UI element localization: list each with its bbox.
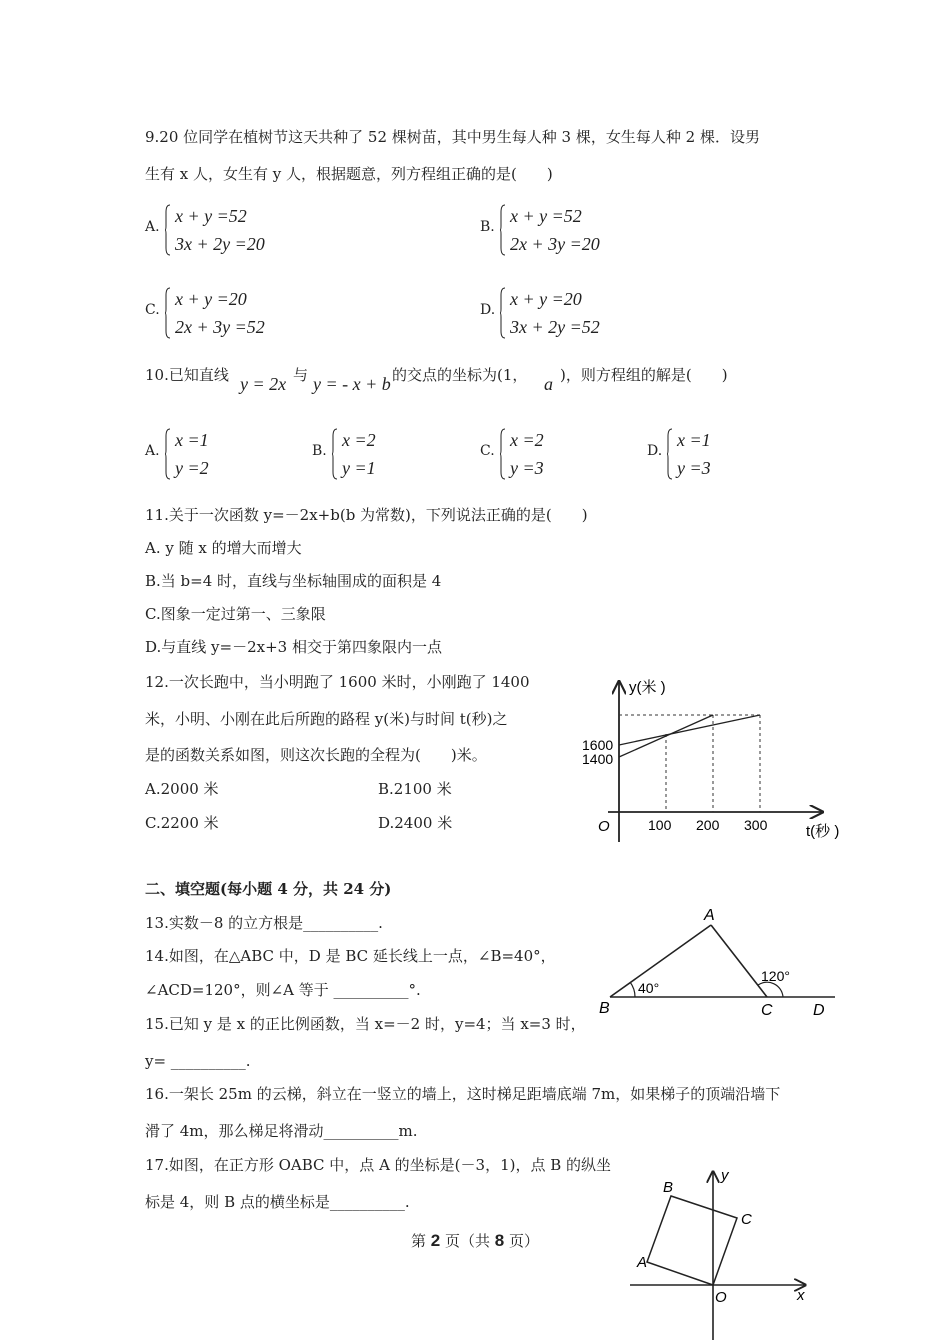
section-title: 二、填空题(每小题 4 分，共 24 分) — [145, 880, 392, 898]
option-label: B. — [312, 443, 327, 459]
q11-stem: 11.关于一次函数 y=－2x+b(b 为常数)，下列说法正确的是( ) — [145, 506, 588, 524]
angle-b-label: 40° — [638, 980, 660, 996]
q12-stem-line2: 米，小明、小刚在此后所跑的路程 y(米)与时间 t(秒)之 — [145, 710, 508, 728]
vertex-b: B — [599, 1000, 610, 1017]
brace-icon — [667, 428, 673, 480]
page-number: 2 — [430, 1231, 441, 1250]
q10-suffix2: )，则方程组的解是( ) — [560, 366, 728, 384]
equation-2: y =1 — [342, 458, 376, 478]
q12-stem-line3: 是的函数关系如图，则这次长跑的全程为( )米。 — [145, 746, 487, 764]
q17-stem-line2: 标是 4，则 B 点的横坐标是__________. — [145, 1193, 410, 1211]
brace-icon — [500, 287, 506, 339]
footer-pre: 第 — [410, 1232, 426, 1250]
q10-prefix: 10.已知直线 — [145, 366, 229, 384]
q9-stem-line1: 9.20 位同学在植树节这天共种了 52 棵树苗，其中男生每人种 3 棵，女生每人种 2 棵．设男 — [145, 128, 760, 146]
brace-icon — [165, 204, 171, 256]
q11-option-b: B.当 b=4 时，直线与坐标轴围成的面积是 4 — [145, 572, 442, 590]
angle-c-label: 120° — [761, 968, 790, 984]
y-tick-1400: 1400 — [582, 751, 614, 767]
equation-2: 2x + 3y =20 — [510, 234, 600, 254]
q11-option-d: D.与直线 y=－2x+3 相交于第四象限内一点 — [145, 638, 442, 656]
q12-option-b: B.2100 米 — [378, 780, 452, 798]
brace-icon — [165, 287, 171, 339]
vertex-d: D — [813, 1002, 825, 1019]
q9-stem-line2: 生有 x 人，女生有 y 人，根据题意，列方程组正确的是( ) — [145, 165, 553, 183]
equation-1: x + y =20 — [510, 289, 582, 309]
q16-stem-line1: 16.一架长 25m 的云梯，斜立在一竖立的墙上，这时梯足距墙底端 7m，如果梯子的顶端沿墙下 — [145, 1085, 781, 1103]
q10-mid: 与 — [293, 366, 309, 384]
equation-1: x =1 — [175, 430, 209, 450]
side-ab — [610, 925, 711, 997]
vertex-b: B — [663, 1179, 674, 1196]
brace-icon — [332, 428, 338, 480]
page-total: 8 — [494, 1231, 505, 1250]
q10-line-a: y = 2x — [240, 374, 287, 394]
side-ac — [711, 925, 767, 997]
equation-1: x + y =20 — [175, 289, 247, 309]
origin-label: O — [598, 818, 610, 835]
equation-1: x =2 — [342, 430, 376, 450]
equation-2: y =3 — [510, 458, 544, 478]
equation-1: x =1 — [677, 430, 711, 450]
option-label: A. — [145, 219, 160, 235]
origin-o: O — [715, 1289, 727, 1306]
x-tick-300: 300 — [744, 817, 768, 833]
vertex-c: C — [761, 1002, 773, 1019]
equation-2: y =3 — [677, 458, 711, 478]
q10-a-var: a — [544, 374, 553, 394]
equation-2: y =2 — [175, 458, 209, 478]
q14-stem-line1: 14.如图，在△ABC 中，D 是 BC 延长线上一点，∠B=40°， — [145, 947, 556, 965]
xiaoming-line — [619, 715, 760, 745]
equation-2: 3x + 2y =52 — [510, 317, 600, 337]
q15-stem-line1: 15.已知 y 是 x 的正比例函数，当 x=－2 时，y=4；当 x=3 时， — [145, 1015, 586, 1033]
vertex-a: A — [704, 907, 715, 924]
x-tick-100: 100 — [648, 817, 672, 833]
q12-option-a: A.2000 米 — [145, 780, 219, 798]
page-footer — [0, 1230, 950, 1251]
brace-icon — [500, 204, 506, 256]
x-axis-label: x — [797, 1287, 805, 1304]
q13-stem: 13.实数－8 的立方根是__________. — [145, 914, 383, 932]
option-label: A. — [145, 443, 160, 459]
vertex-a: A — [637, 1254, 648, 1271]
equation-1: x + y =52 — [175, 206, 247, 226]
equation-1: x =2 — [510, 430, 544, 450]
brace-icon — [500, 428, 506, 480]
q12-distance-time-graph — [570, 668, 860, 850]
q12-stem-line1: 12.一次长跑中，当小明跑了 1600 米时，小刚跑了 1400 — [145, 673, 530, 691]
x-axis-label: t(秒 ) — [806, 823, 840, 840]
equation-2: 3x + 2y =20 — [175, 234, 265, 254]
option-label: D. — [480, 302, 496, 318]
xiaogang-line — [619, 715, 713, 757]
option-label: C. — [480, 443, 495, 459]
y-axis-label: y — [721, 1167, 729, 1184]
equation-2: 2x + 3y =52 — [175, 317, 265, 337]
angle-b-arc — [630, 982, 635, 997]
x-tick-200: 200 — [696, 817, 720, 833]
equation-1: x + y =52 — [510, 206, 582, 226]
q16-stem-line2: 滑了 4m，那么梯足将滑动__________m. — [145, 1122, 418, 1140]
q12-option-c: C.2200 米 — [145, 814, 219, 832]
q12-option-d: D.2400 米 — [378, 814, 453, 832]
q10-suffix1: 的交点的坐标为(1， — [392, 366, 528, 384]
y-tick-1600: 1600 — [582, 737, 614, 753]
q10-line-b: y = - x + b — [313, 374, 391, 394]
option-label: B. — [480, 219, 495, 235]
footer-mid: 页（共 — [444, 1232, 490, 1250]
option-label: C. — [145, 302, 160, 318]
vertex-c: C — [741, 1211, 752, 1228]
q11-option-c: C.图象一定过第一、三象限 — [145, 605, 326, 623]
y-axis-label: y(米 ) — [629, 679, 666, 696]
q14-triangle-figure — [595, 905, 845, 1020]
q15-stem-line2: y= __________. — [145, 1052, 251, 1070]
brace-icon — [165, 428, 171, 480]
q17-stem-line1: 17.如图，在正方形 OABC 中，点 A 的坐标是(－3，1)，点 B 的纵坐 — [145, 1156, 612, 1174]
footer-post: 页） — [509, 1232, 540, 1250]
q14-stem-line2: ∠ACD=120°，则∠A 等于 __________°. — [145, 981, 421, 999]
option-label: D. — [647, 443, 663, 459]
q11-option-a: A. y 随 x 的增大而增大 — [145, 539, 302, 557]
